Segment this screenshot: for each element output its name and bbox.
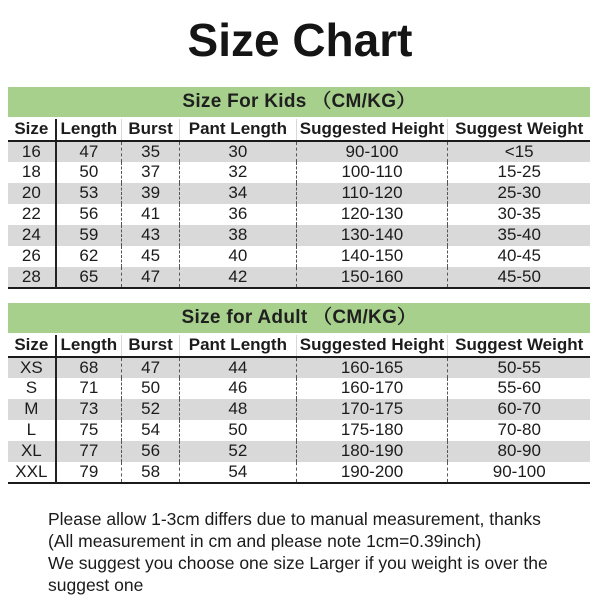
table-row [8, 267, 590, 288]
kids-table-caption: Size For Kids （CM/KG） [8, 87, 590, 117]
table-cell: 58 [121, 462, 179, 483]
table-cell: 41 [121, 204, 179, 225]
table-cell: 56 [121, 441, 179, 462]
table-cell: 35 [121, 141, 179, 162]
table-cell: 24 [21, 225, 41, 245]
column-header: Pant Length [180, 119, 296, 141]
table-cell: 44 [180, 357, 296, 378]
table-cell: 20 [21, 183, 41, 203]
table-cell: L [26, 420, 37, 440]
table-cell: 160-165 [296, 357, 448, 378]
table-cell: 38 [180, 225, 296, 246]
table-cell: 52 [121, 399, 179, 420]
note-line-3: We suggest you choose one size Larger if you weight is over the suggest one [48, 552, 548, 595]
table-cell: XS [20, 357, 43, 377]
measurement-notes [48, 508, 580, 596]
table-cell: 50-55 [448, 357, 590, 378]
table-cell: 70-80 [448, 420, 590, 441]
column-header: Length [56, 335, 122, 357]
table-cell: 56 [56, 204, 122, 225]
table-cell: 37 [121, 162, 179, 183]
table-cell: 90-100 [448, 462, 590, 483]
table-cell: 47 [121, 267, 179, 288]
note-line-1: Please allow 1-3cm differs due to manual measurement, thanks [48, 508, 541, 529]
table-cell: 59 [56, 225, 122, 246]
table-cell: 40 [180, 246, 296, 267]
column-header: Suggest Weight [448, 335, 590, 357]
table-row [8, 378, 590, 399]
table-row [8, 183, 590, 204]
note-line-2: (All measurement in cm and please note 1cm=0.39inch) [48, 530, 482, 551]
column-header: Suggested Height [296, 335, 448, 357]
table-cell: 73 [56, 399, 122, 420]
table-cell: XXL [15, 461, 48, 481]
table-cell: 55-60 [448, 378, 590, 399]
table-cell: 15-25 [448, 162, 590, 183]
table-cell: 54 [121, 420, 179, 441]
table-row [8, 162, 590, 183]
table-cell: 40-45 [448, 246, 590, 267]
table-cell: 120-130 [296, 204, 448, 225]
table-cell: 130-140 [296, 225, 448, 246]
table-cell: 100-110 [296, 162, 448, 183]
page-title: Size Chart [187, 14, 413, 66]
table-cell: 46 [180, 378, 296, 399]
table-row [8, 357, 590, 378]
table-cell: 48 [180, 399, 296, 420]
table-cell: 26 [21, 246, 41, 266]
table-cell: 79 [56, 462, 122, 483]
table-cell: 35-40 [448, 225, 590, 246]
header-row [8, 119, 590, 141]
table-cell: 47 [121, 357, 179, 378]
table-cell: 30 [180, 141, 296, 162]
adult-size-section [8, 303, 590, 484]
column-header: Size [8, 335, 56, 357]
table-cell: 90-100 [296, 141, 448, 162]
table-cell: XL [20, 441, 42, 461]
table-cell: 16 [21, 141, 41, 161]
column-header: Suggest Weight [448, 119, 590, 141]
column-header: Size [8, 119, 56, 141]
table-cell: 160-170 [296, 378, 448, 399]
size-chart-page [0, 14, 600, 600]
table-cell: 60-70 [448, 399, 590, 420]
table-cell: 180-190 [296, 441, 448, 462]
table-cell: 45 [121, 246, 179, 267]
table-row [8, 420, 590, 441]
table-cell: 140-150 [296, 246, 448, 267]
kids-size-table [8, 119, 590, 289]
table-cell: 18 [21, 162, 41, 182]
table-cell: 110-120 [296, 183, 448, 204]
column-header: Length [56, 119, 122, 141]
table-cell: 34 [180, 183, 296, 204]
adult-table-caption: Size for Adult （CM/KG） [8, 303, 590, 333]
table-cell: M [24, 399, 39, 419]
table-cell: 36 [180, 204, 296, 225]
table-cell: 71 [56, 378, 122, 399]
column-header: Pant Length [180, 335, 296, 357]
column-header: Burst [121, 119, 179, 141]
table-row [8, 441, 590, 462]
table-cell: 32 [180, 162, 296, 183]
table-cell: 25-30 [448, 183, 590, 204]
table-row [8, 141, 590, 162]
table-cell: 50 [56, 162, 122, 183]
table-cell: 62 [56, 246, 122, 267]
table-cell: 28 [21, 266, 41, 286]
table-cell: 80-90 [448, 441, 590, 462]
table-cell: S [25, 378, 38, 398]
table-row [8, 204, 590, 225]
table-cell: 77 [56, 441, 122, 462]
table-cell: 75 [56, 420, 122, 441]
table-cell: 42 [180, 267, 296, 288]
table-cell: 22 [21, 204, 41, 224]
adult-size-table [8, 335, 590, 484]
header-row [8, 335, 590, 357]
table-cell: 30-35 [448, 204, 590, 225]
table-row [8, 225, 590, 246]
kids-size-section [8, 87, 590, 289]
table-cell: 50 [121, 378, 179, 399]
column-header: Suggested Height [296, 119, 448, 141]
table-row [8, 462, 590, 483]
table-row [8, 246, 590, 267]
table-cell: 190-200 [296, 462, 448, 483]
column-header: Burst [121, 335, 179, 357]
table-row [8, 399, 590, 420]
table-cell: 68 [56, 357, 122, 378]
table-cell: 54 [180, 462, 296, 483]
table-cell: 52 [180, 441, 296, 462]
table-cell: 175-180 [296, 420, 448, 441]
table-cell: 170-175 [296, 399, 448, 420]
table-cell: 39 [121, 183, 179, 204]
table-cell: 150-160 [296, 267, 448, 288]
table-cell: 47 [56, 141, 122, 162]
table-cell: 50 [180, 420, 296, 441]
table-cell: 65 [56, 267, 122, 288]
table-cell: 43 [121, 225, 179, 246]
table-cell: <15 [448, 141, 590, 162]
table-cell: 45-50 [448, 267, 590, 288]
table-cell: 53 [56, 183, 122, 204]
